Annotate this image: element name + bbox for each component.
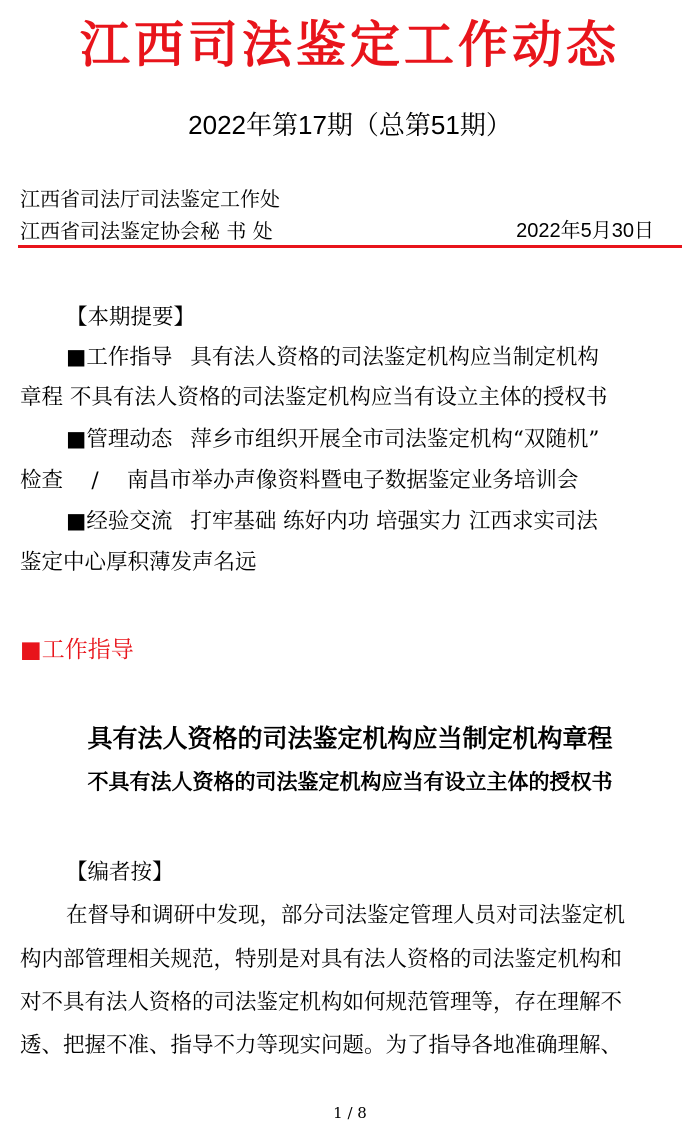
section-heading: ■工作指导 <box>20 637 134 663</box>
issue-number: 2022年第17期（总第51期） <box>188 110 512 140</box>
summary-item-1 <box>66 343 599 373</box>
body-line: 构内部管理相关规范，特别是对具有法人资格的司法鉴定机构和 <box>20 947 623 972</box>
body-line: 透、把握不准、指导不力等现实问题。为了指导各地准确理解、 <box>20 1033 623 1058</box>
masthead-title: 江西司法鉴定工作动态 <box>80 16 620 74</box>
summary-text-cont: 章程 不具有法人资格的司法鉴定机构应当有设立主体的授权书 <box>20 385 608 410</box>
header-divider <box>18 245 682 248</box>
summary-item-3 <box>66 507 598 537</box>
article-title: 具有法人资格的司法鉴定机构应当制定机构章程 <box>87 724 613 753</box>
summary-text: 具有法人资格的司法鉴定机构应当制定机构 <box>190 345 599 370</box>
editor-note-heading: 【编者按】 <box>66 860 174 885</box>
page-number: 1 / 8 <box>333 1104 367 1122</box>
body-line: 对不具有法人资格的司法鉴定机构如何规范管理等，存在理解不 <box>20 990 623 1015</box>
summary-text-cont: 鉴定中心厚积薄发声名远 <box>20 550 257 575</box>
summary-label: ■管理动态 <box>66 427 173 452</box>
summary-label: ■经验交流 <box>66 509 173 534</box>
summary-item-2 <box>66 425 599 455</box>
publisher-1: 江西省司法厅司法鉴定工作处 <box>20 187 280 211</box>
summary-label: ■工作指导 <box>66 345 173 370</box>
publish-date: 2022年5月30日 <box>516 220 654 242</box>
body-line: 在督导和调研中发现，部分司法鉴定管理人员对司法鉴定机 <box>66 903 626 928</box>
publisher-2: 江西省司法鉴定协会秘 书 处 <box>20 219 273 243</box>
article-subtitle: 不具有法人资格的司法鉴定机构应当有设立主体的授权书 <box>87 769 613 794</box>
summary-text: 打牢基础 练好内功 培强实力 江西求实司法 <box>190 509 598 534</box>
summary-heading: 【本期提要】 <box>66 305 196 330</box>
summary-text-cont: 检查 / 南昌市举办声像资料暨电子数据鉴定业务培训会 <box>20 468 579 493</box>
summary-text: 萍乡市组织开展全市司法鉴定机构“双随机” <box>190 427 600 452</box>
